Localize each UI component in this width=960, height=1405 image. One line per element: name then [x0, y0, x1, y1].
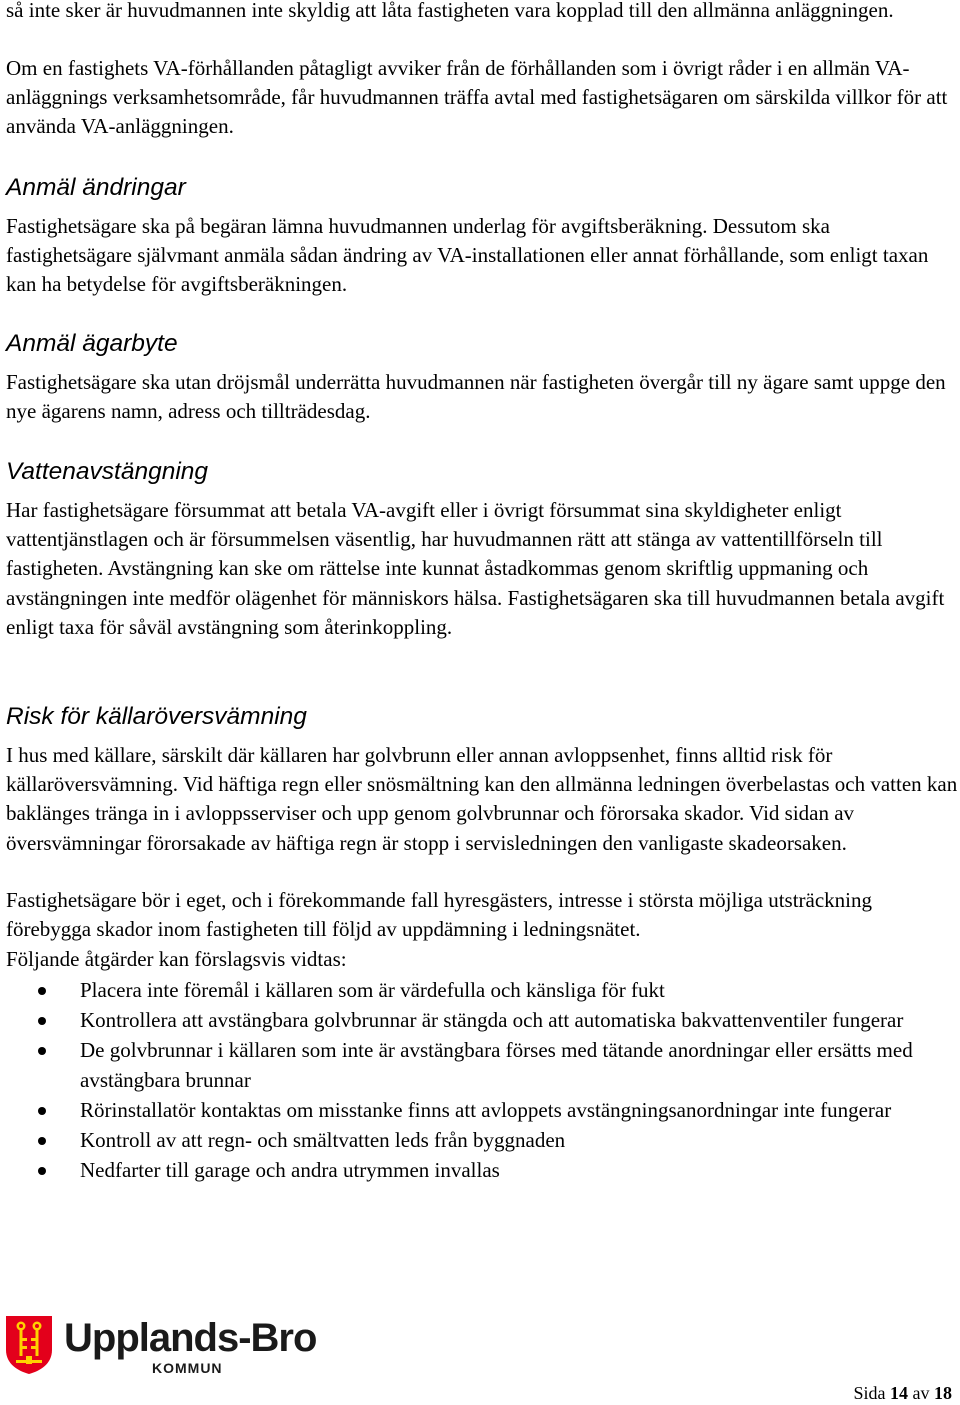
measures-list	[0, 976, 950, 1186]
upplands-bro-logo	[6, 1316, 336, 1386]
page-total: 18	[934, 1383, 952, 1403]
bullet-icon	[38, 1107, 46, 1115]
intro-continuation: så inte sker är huvudmannen inte skyldig att låta fastigheten vara kopplad till den allmänna anläggningen.	[6, 0, 894, 22]
list-item: De golvbrunnar i källaren som inte är avstängbara förses med tätande anordningar eller ersätts med avstängbara brunnar	[0, 1036, 950, 1094]
bullet-icon	[38, 1047, 46, 1055]
heading-vattenavstangning: Vattenavstängning	[6, 458, 209, 485]
body-kallaroversvamning-1: I hus med källare, särskilt där källaren har golvbrunn eller annan avloppsenhet, finns alltid risk för källaröversvämning. Vid häftiga regn eller snösmältning kan den allmänna ledningen överbelastas och vatten kan baklänges tränga in i avloppsserviser och upp genom golvbrunnar och förorsaka skador. Vid sidan av översvämningar förorsakade av häftiga regn är stopp i servisledningen den vanligaste skadeorsaken.	[6, 743, 958, 855]
body-anmal-andringar: Fastighetsägare ska på begäran lämna huvudmannen underlag för avgiftsberäkning. Dessutom ska fastighetsägare självmant anmäla sådan ändring av VA-installationen eller annat förhållande, som enligt taxan kan ha betydelse för avgiftsberäkningen.	[6, 214, 929, 297]
body-vattenavstangning: Har fastighetsägare försummat att betala VA-avgift eller i övrigt försummat sina skyldigheter enligt vattentjänstlagen och är försummelsen väsentlig, har huvudmannen rätt att stänga av vattentillförseln till fastigheten. Avstängning kan ske om rättelse inte kunnat åstadkommas genom skriftlig uppmaning och avstängningen inte medför olägenhet för människors hälsa. Fastighetsägaren ska till huvudmannen betala avgift enligt taxa för såväl avstängning som återinkoppling.	[6, 498, 945, 639]
body-kallaroversvamning-2: Fastighetsägare bör i eget, och i förekommande fall hyresgästers, intresse i största möjliga utsträckning förebygga skador inom fastigheten till följd av uppdämning i ledningsnätet.	[6, 888, 873, 942]
emblem-shield	[6, 1316, 52, 1374]
list-item: Kontroll av att regn- och smältvatten leds från byggnaden	[0, 1126, 950, 1155]
body-anmal-agarbyte: Fastighetsägare ska utan dröjsmål underrätta huvudmannen när fastigheten övergår till ny ägare samt uppge den nye ägarens namn, adress och tillträdesdag.	[6, 370, 946, 424]
body-kallaroversvamning-3: Följande åtgärder kan förslagsvis vidtas:	[6, 947, 347, 971]
page-current: 14	[890, 1383, 908, 1403]
heading-risk-kallaroversvamning: Risk för källaröversvämning	[6, 703, 307, 730]
heading-anmal-agarbyte: Anmäl ägarbyte	[6, 330, 178, 357]
list-item: Placera inte föremål i källaren som är värdefulla och känsliga för fukt	[0, 976, 950, 1005]
coat-of-arms-icon	[6, 1316, 52, 1374]
bullet-icon	[38, 1017, 46, 1025]
list-item: Nedfarter till garage och andra utrymmen invallas	[0, 1156, 950, 1185]
bullet-icon	[38, 1167, 46, 1175]
logo-subtitle: KOMMUN	[152, 1360, 223, 1376]
list-item: Rörinstallatör kontaktas om misstanke finns att avloppets avstängningsanordningar inte fungerar	[0, 1096, 950, 1125]
bullet-icon	[38, 1137, 46, 1145]
page-number	[853, 1383, 952, 1403]
bullet-icon	[38, 987, 46, 995]
page-sep: av	[912, 1383, 930, 1403]
logo-wordmark: Upplands-Bro	[64, 1316, 317, 1360]
page-label: Sida	[853, 1383, 886, 1403]
list-item: Kontrollera att avstängbara golvbrunnar är stängda och att automatiska bakvattenventiler fungerar	[0, 1006, 950, 1035]
heading-anmal-andringar: Anmäl ändringar	[6, 174, 186, 201]
intro-paragraph: Om en fastighets VA-förhållanden påtagligt avviker från de förhållanden som i övrigt råder i en allmän VA-anläggnings verksamhetsområde, får huvudmannen träffa avtal med fastighetsägaren om särskilda villkor för att använda VA-anläggningen.	[6, 56, 948, 139]
